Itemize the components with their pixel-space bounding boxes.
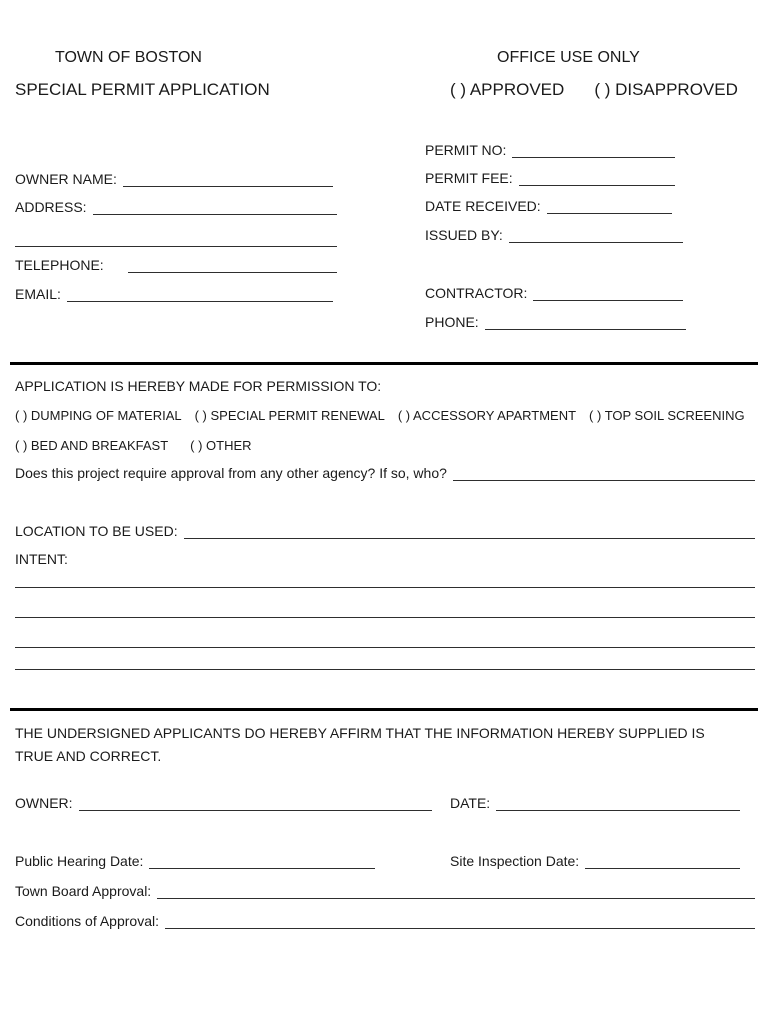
date-received-row [425, 196, 672, 216]
contractor-row [425, 283, 683, 303]
phone-input[interactable] [485, 329, 686, 330]
section-divider-top [10, 362, 758, 365]
agency-question-label: Does this project require approval from any other agency? If so, who? [15, 465, 447, 481]
town-board-row [15, 881, 755, 901]
permit-options-row1 [15, 406, 755, 425]
affirmation-text: THE UNDERSIGNED APPLICANTS DO HEREBY AFFIRM THAT THE INFORMATION HEREBY SUPPLIED IS TRUE AND CORRECT. [15, 725, 705, 764]
form-title: SPECIAL PERMIT APPLICATION [15, 80, 270, 99]
checkbox-approved[interactable]: ( ) APPROVED [450, 80, 565, 99]
signature-date-input[interactable] [496, 810, 740, 811]
permit-fee-label: PERMIT FEE: [425, 170, 513, 186]
town-name: TOWN OF BOSTON [55, 49, 202, 66]
site-inspection-row [450, 851, 740, 871]
email-input[interactable] [67, 301, 333, 302]
intent-line-1[interactable] [15, 570, 755, 588]
permit-no-row [425, 140, 675, 160]
checkbox-other[interactable]: ( ) OTHER [190, 438, 252, 453]
email-row [15, 284, 333, 304]
date-received-input[interactable] [547, 213, 672, 214]
permit-options-row2 [15, 436, 755, 455]
checkbox-special-permit-renewal[interactable]: ( ) SPECIAL PERMIT RENEWAL [194, 408, 385, 423]
telephone-label: TELEPHONE: [15, 257, 104, 273]
owner-signature-row [15, 793, 432, 813]
location-input[interactable] [184, 538, 755, 539]
issued-by-input[interactable] [509, 242, 683, 243]
conditions-label: Conditions of Approval: [15, 913, 159, 929]
telephone-row [15, 255, 337, 275]
conditions-input[interactable] [165, 928, 755, 929]
agency-question-row [15, 463, 755, 483]
phone-row [425, 312, 686, 332]
intent-line-3[interactable] [15, 630, 755, 648]
site-inspection-label: Site Inspection Date: [450, 853, 580, 869]
address-line2-input[interactable] [15, 230, 337, 247]
section-divider-bottom [10, 708, 758, 711]
checkbox-accessory-apartment[interactable]: ( ) ACCESSORY APARTMENT [397, 408, 577, 423]
intent-line-2[interactable] [15, 600, 755, 618]
email-label: EMAIL: [15, 286, 61, 302]
permit-no-input[interactable] [512, 157, 675, 158]
conditions-row [15, 911, 755, 931]
checkbox-top-soil-screening[interactable]: ( ) TOP SOIL SCREENING [589, 408, 745, 423]
phone-label: PHONE: [425, 314, 479, 330]
intent-label: INTENT: [15, 551, 68, 567]
office-use-heading: OFFICE USE ONLY [497, 49, 640, 66]
agency-answer-input[interactable] [453, 480, 755, 481]
public-hearing-row [15, 851, 375, 871]
contractor-input[interactable] [533, 300, 683, 301]
permit-fee-row [425, 168, 675, 188]
owner-name-row [15, 169, 333, 189]
address-row [15, 197, 337, 217]
address-input[interactable] [93, 214, 337, 215]
signature-date-label: DATE: [450, 795, 491, 811]
issued-by-label: ISSUED BY: [425, 227, 503, 243]
permit-no-label: PERMIT NO: [425, 142, 507, 158]
telephone-input[interactable] [128, 272, 337, 273]
public-hearing-label: Public Hearing Date: [15, 853, 144, 869]
checkbox-disapproved[interactable]: ( ) DISAPPROVED [594, 80, 738, 99]
issued-by-row [425, 225, 683, 245]
approval-status-row [450, 79, 738, 100]
contractor-label: CONTRACTOR: [425, 285, 528, 301]
town-board-label: Town Board Approval: [15, 883, 152, 899]
address-label: ADDRESS: [15, 199, 87, 215]
public-hearing-input[interactable] [149, 868, 375, 869]
site-inspection-input[interactable] [585, 868, 740, 869]
town-board-input[interactable] [157, 898, 755, 899]
checkbox-dumping-of-material[interactable]: ( ) DUMPING OF MATERIAL [15, 408, 182, 423]
application-heading: APPLICATION IS HEREBY MADE FOR PERMISSION TO: [15, 378, 382, 394]
owner-name-input[interactable] [123, 186, 333, 187]
location-label: LOCATION TO BE USED: [15, 523, 178, 539]
date-received-label: DATE RECEIVED: [425, 198, 541, 214]
signature-date-row [450, 793, 740, 813]
owner-signature-input[interactable] [79, 810, 432, 811]
owner-signature-label: OWNER: [15, 795, 73, 811]
owner-name-label: OWNER NAME: [15, 171, 117, 187]
checkbox-bed-and-breakfast[interactable]: ( ) BED AND BREAKFAST [15, 438, 169, 453]
intent-line-4[interactable] [15, 652, 755, 670]
location-row [15, 521, 755, 541]
permit-fee-input[interactable] [519, 185, 675, 186]
